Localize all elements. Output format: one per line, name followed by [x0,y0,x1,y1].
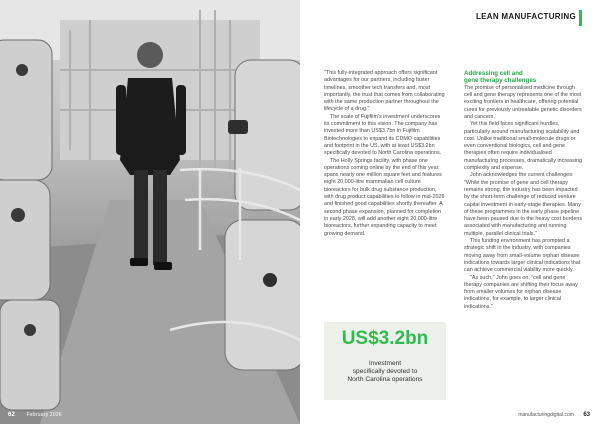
right-page-number: 63 [583,412,590,418]
body-paragraph: The promise of personalised medicine through cell and gene therapy represents one of the most exciting frontiers in healthcare, offering potential cures for previously untreatable genetic disorders and cancers. [464,84,582,120]
left-page-folio [8,412,62,418]
body-paragraph: John acknowledges the current challenges: "While the promise of gene and cell therapy remains strong, the industry has been impacted by the short-term challenge of reduced venture capital investment in early-stage therapies. Many of these programmes in the early phase pipeline have been paused due to the heavy cost burdens associated with manufacturing and running multiple, parallel clinical trials." [464,172,583,237]
stat-caption-line: specifically devoted to [352,368,418,376]
stat-caption-line: Investment [368,360,402,367]
section-header: LEAN MANUFACTURING [475,12,576,21]
article-column-1 [324,70,446,238]
subheading [464,70,584,85]
left-page-number: 62 [8,412,16,418]
body-paragraph: Yet this field faces significant hurdles, particularly around manufacturing scalability and cost. Unlike traditional small-molecule drugs or even conventional biologics, cell and gene therapies often require individualised manufacturing processes, dramatically increasing complexity and expense. [464,121,583,172]
subheading-line: Addressing cell and [464,70,523,77]
article-column-2 [464,70,584,311]
body-paragraph: This funding environment has prompted a strategic shift in the industry, with companies moving away from small-volume orphan disease indications towards larger clinical indications that can achieve commercial viability more quickly. [464,238,581,274]
body-paragraph: "This fully-integrated approach offers significant advantages for our partners, including faster timelines, smoother tech transfers and, most importantly, the trust that comes from collaborating with the same production partner throughout the lifecycle of a drug." [324,70,445,113]
article-page [300,0,600,424]
subheading-line: gene therapy challenges [464,77,537,85]
issue-date: February 2026 [26,412,62,418]
body-paragraph: The scale of Fujifilm's investment underscores its commitment to this vision. The company has invested more than US$3.7bn in Fujifilm Biotechnologies to expand its CDMO capabilities and footprint in the US, with at least US$3.2bn specifically devoted to North Carolina operations. [324,113,442,157]
stat-value: US$3.2bn [341,328,429,349]
stat-caption-line: North Carolina operations [347,376,423,384]
website-url: manufacturingdigital.com [518,412,574,418]
right-page-folio [518,412,590,418]
body-paragraph: The Holly Springs facility, with phase one operations coming online by the end of this year, spans nearly one million square feet and features eight 20,000-litre mammalian cell culture bioreactors for bulk drug substance production, with drug product capabilities to follow in mid-2026 and finished good capabilities shortly thereafter. A second phase expansion, planned for completion in early 2028, will add another eight 20,000-litre bioreactors, further expanding capacity to meet growing demand. [324,157,445,237]
body-paragraph: "As such," John goes on, "cell and gene therapy companies are shifting their focus away from smaller volumes for orphan disease indications, for example, to larger clinical indications." [464,274,578,310]
section-accent-bar [579,10,582,26]
stat-callout [324,322,446,400]
stat-caption [324,360,446,385]
